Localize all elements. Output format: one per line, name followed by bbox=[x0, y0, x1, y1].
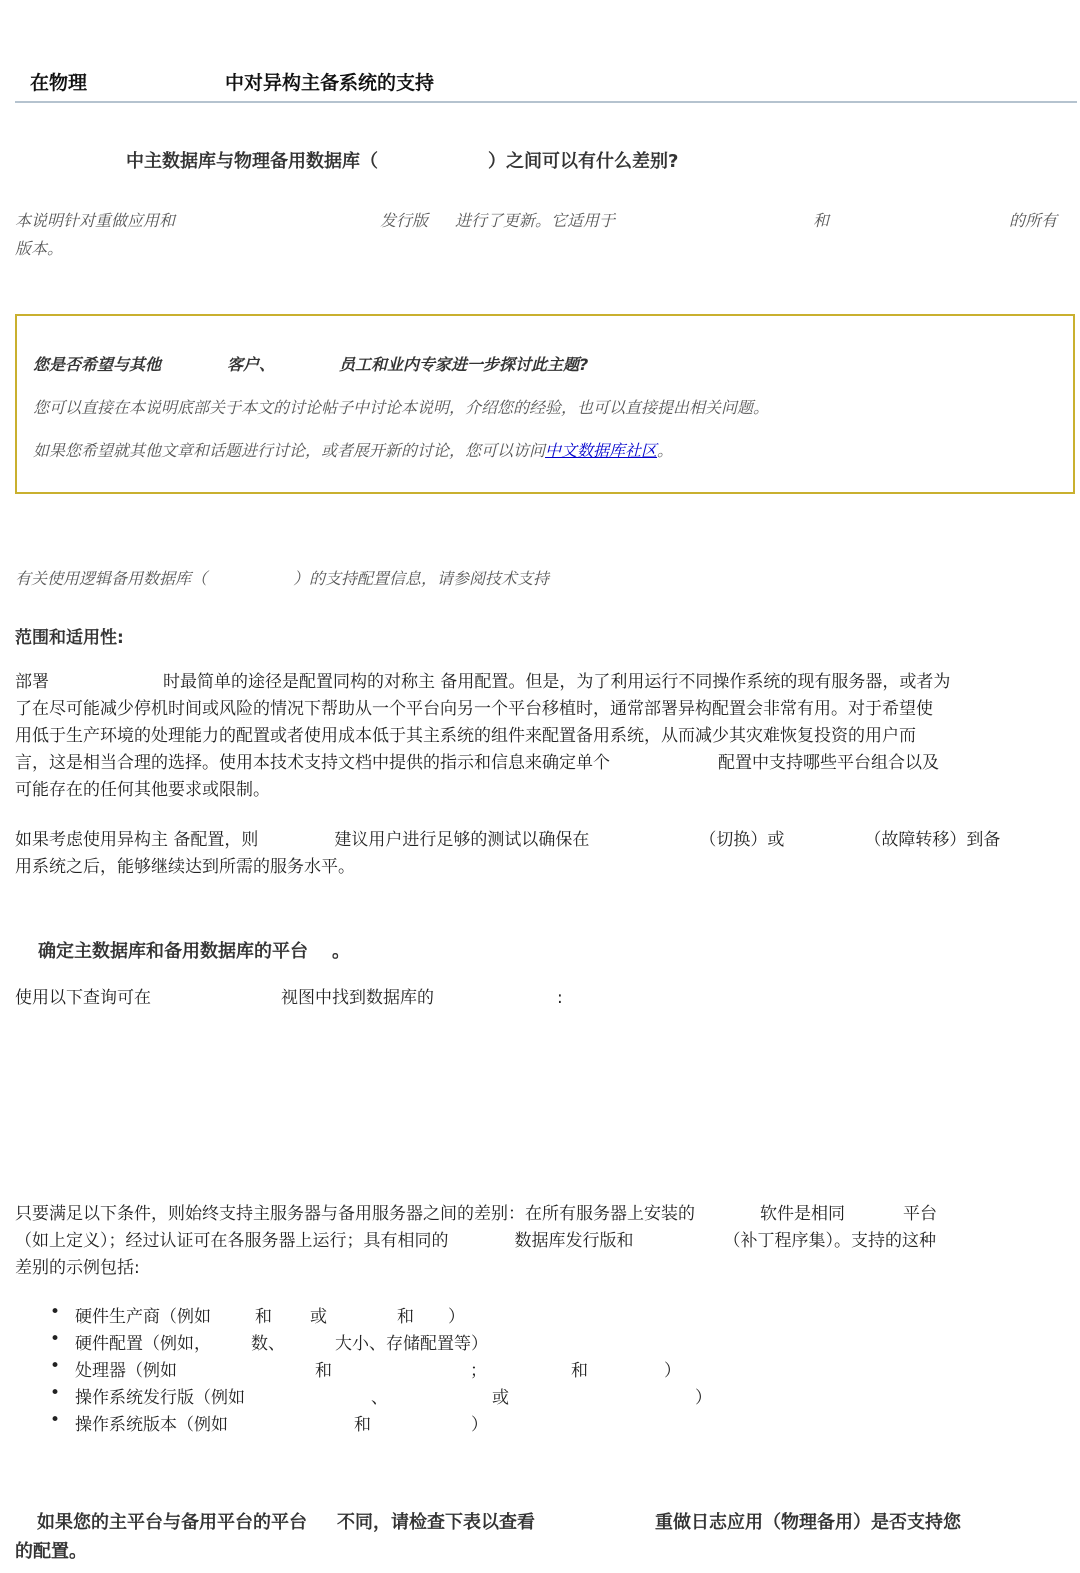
community-q-a: 您是否希望与其他 bbox=[33, 355, 162, 374]
intro-text-a: 本说明针对重做应用和 bbox=[15, 211, 176, 230]
scope-l1a: 部署 bbox=[15, 672, 49, 692]
ex0-d: 和 bbox=[397, 1307, 414, 1327]
conditions-l1c: 平台 bbox=[903, 1204, 937, 1224]
question-heading bbox=[126, 147, 678, 173]
ex4-c: ） bbox=[471, 1415, 488, 1435]
logical-note-a: 有关使用逻辑备用数据库（ bbox=[15, 569, 208, 588]
ex0-a: 硬件生产商（例如 bbox=[75, 1307, 211, 1327]
page-title bbox=[30, 68, 434, 95]
ex1-a: 硬件配置（例如， bbox=[75, 1334, 211, 1354]
ex3-b: 、 bbox=[371, 1388, 388, 1408]
testing-l2: 用系统之后，能够继续达到所需的服务水平。 bbox=[15, 857, 355, 877]
intro-text-f: 版本。 bbox=[15, 239, 64, 258]
ex4-a: 操作系统版本（例如 bbox=[75, 1415, 228, 1435]
community-visit-text bbox=[33, 438, 673, 461]
query-line-c: : bbox=[557, 988, 563, 1008]
ex2-b: 和 bbox=[315, 1361, 332, 1381]
testing-l1b: 建议用户进行足够的测试以确保在 bbox=[334, 830, 590, 850]
query-line-a: 使用以下查询可在 bbox=[15, 988, 151, 1008]
question-part2: ）之间可以有什么差别? bbox=[488, 151, 679, 172]
community-visit-a: 如果您希望就其他文章和话题进行讨论，或者展开新的讨论，您可以访问 bbox=[33, 441, 546, 460]
scope-l3: 用低于生产环境的处理能力的配置或者使用成本低于其主系统的组件来配置备用系统，从而减少其灾难恢复投资的用户而 bbox=[15, 726, 916, 746]
community-callout-box bbox=[15, 314, 1075, 494]
title-part2: 中对异构主备系统的支持 bbox=[225, 72, 435, 94]
conditions-l2b: 数据库发行版和 bbox=[514, 1231, 634, 1251]
scope-heading: 范围和适用性: bbox=[15, 628, 124, 648]
examples-list bbox=[50, 1302, 712, 1437]
logical-note-b: ）的支持配置信息，请参阅技术支持 bbox=[293, 569, 550, 588]
final-l1c: 重做日志应用（物理备用）是否支持您 bbox=[655, 1512, 961, 1533]
conditions-l1a: 只要满足以下条件，则始终支持主服务器与备用服务器之间的差别：在所有服务器上安装的 bbox=[15, 1204, 695, 1224]
query-line-b: 视图中找到数据库的 bbox=[281, 988, 434, 1008]
scope-l2: 了在尽可能减少停机时间或风险的情况下帮助从一个平台向另一个平台移植时，通常部署异构配置会非常有用。对于希望使 bbox=[15, 699, 933, 719]
platform-heading-a: 确定主数据库和备用数据库的平台 bbox=[38, 941, 308, 962]
intro-text-c: 进行了更新。它适用于 bbox=[455, 211, 616, 230]
ex3-c: 或 bbox=[492, 1388, 509, 1408]
testing-l1a: 如果考虑使用异构主 备配置，则 bbox=[15, 830, 259, 850]
query-line bbox=[15, 985, 563, 1012]
ex1-c: 大小、存储配置等） bbox=[335, 1334, 488, 1354]
community-discuss-text: 您可以直接在本说明底部关于本文的讨论帖子中讨论本说明，介绍您的经验，也可以直接提出相关问题。 bbox=[33, 398, 770, 417]
community-question bbox=[33, 352, 588, 375]
logical-standby-note bbox=[15, 566, 549, 589]
final-l2: 的配置。 bbox=[15, 1541, 87, 1562]
conditions-l2a: （如上定义）；经过认证可在各服务器上运行；具有相同的 bbox=[15, 1231, 449, 1251]
intro-text-d: 和 bbox=[813, 211, 830, 230]
platform-heading-b: 。 bbox=[332, 941, 350, 962]
ex3-d: ） bbox=[695, 1388, 712, 1408]
ex2-d: 和 bbox=[571, 1361, 588, 1381]
testing-paragraph bbox=[15, 827, 1000, 881]
ex0-b: 和 bbox=[255, 1307, 272, 1327]
platform-heading bbox=[38, 937, 350, 963]
list-item bbox=[50, 1356, 712, 1383]
question-part1: 中主数据库与物理备用数据库（ bbox=[126, 151, 378, 172]
ex0-c: 或 bbox=[310, 1307, 327, 1327]
scope-paragraph bbox=[15, 669, 950, 804]
community-q-c: 员工和业内专家进一步探讨此主题? bbox=[339, 355, 589, 374]
testing-l1d: （故障转移）到备 bbox=[864, 830, 1001, 850]
final-l1a: 如果您的主平台与备用平台的平台 bbox=[37, 1512, 307, 1533]
final-paragraph bbox=[15, 1508, 961, 1566]
ex0-e: ） bbox=[448, 1307, 465, 1327]
conditions-paragraph bbox=[15, 1201, 937, 1282]
scope-l5: 可能存在的任何其他要求或限制。 bbox=[15, 780, 270, 800]
ex2-e: ） bbox=[664, 1361, 681, 1381]
list-item bbox=[50, 1383, 712, 1410]
community-q-b: 客户、 bbox=[227, 355, 276, 374]
testing-l1c: （切换）或 bbox=[699, 830, 785, 850]
list-item bbox=[50, 1302, 712, 1329]
ex1-b: 数、 bbox=[251, 1334, 285, 1354]
ex4-b: 和 bbox=[354, 1415, 371, 1435]
community-visit-b: 。 bbox=[657, 441, 674, 460]
title-part1: 在物理 bbox=[30, 72, 88, 94]
list-item bbox=[50, 1329, 712, 1356]
list-item bbox=[50, 1410, 712, 1437]
scope-l4b: 配置中支持哪些平台组合以及 bbox=[718, 753, 939, 773]
conditions-l1b: 软件是相同 bbox=[760, 1204, 845, 1224]
conditions-l2c: （补丁程序集）。支持的这种 bbox=[723, 1231, 936, 1251]
community-link[interactable]: 中文数据库社区 bbox=[545, 441, 658, 460]
scope-l4a: 言，这是相当合理的选择。使用本技术支持文档中提供的指示和信息来确定单个 bbox=[15, 753, 610, 773]
intro-text-b: 发行版 bbox=[380, 211, 429, 230]
ex2-a: 处理器（例如 bbox=[75, 1361, 177, 1381]
final-l1b: 不同，请检查下表以查看 bbox=[337, 1512, 535, 1533]
ex2-c: ； bbox=[470, 1361, 487, 1381]
scope-l1b: 时最简单的途径是配置同构的对称主 备用配置。但是，为了利用运行不同操作系统的现有服务器，或者为 bbox=[163, 672, 951, 692]
conditions-l3: 差别的示例包括: bbox=[15, 1258, 140, 1278]
ex3-a: 操作系统发行版（例如 bbox=[75, 1388, 245, 1408]
title-divider bbox=[15, 101, 1077, 103]
intro-text-e: 的所有 bbox=[1009, 211, 1058, 230]
